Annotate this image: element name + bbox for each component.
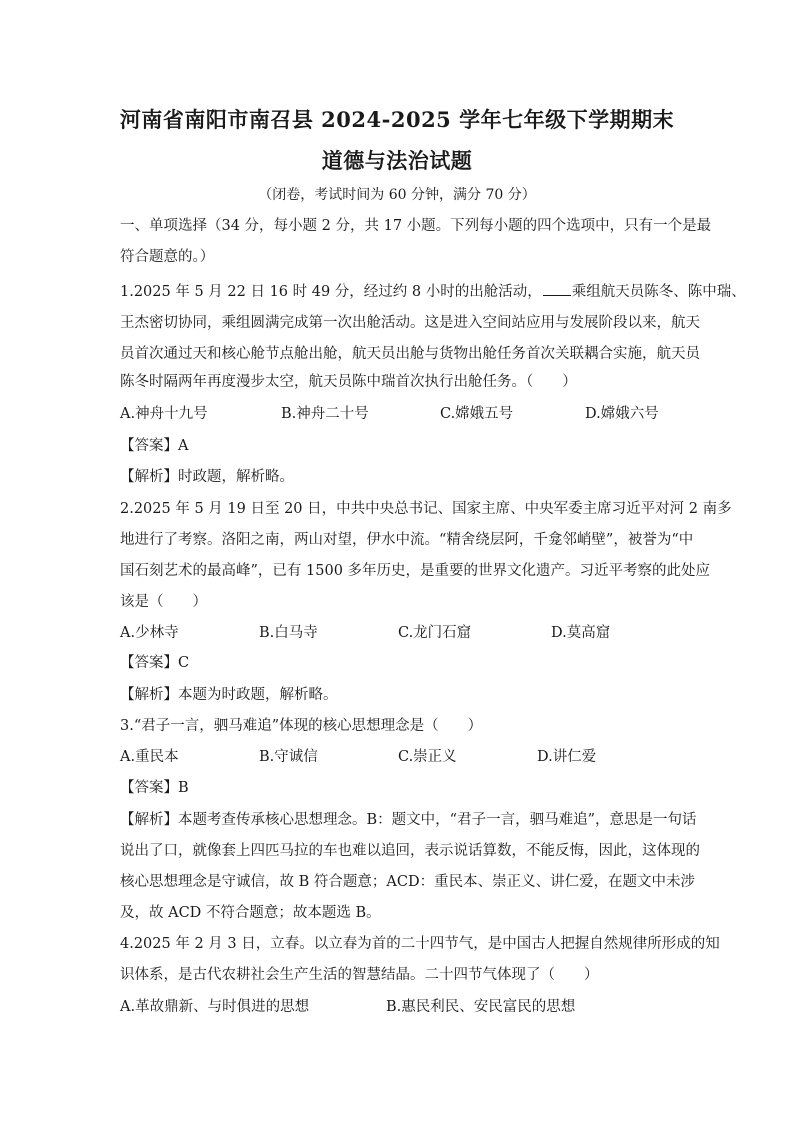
q2-line1: 2.2025 年 5 月 19 日至 20 日，中共中央总书记、国家主席、中央军委主席习近平对河 2 南多 xyxy=(120,501,732,517)
q3-analysis-line1: 【解析】本题考查传承核心思想理念。B：题文中，“君子一言，驷马难追”，意思是一句话 xyxy=(120,812,697,828)
q4-option-a: A.革故鼎新、与时俱进的思想 xyxy=(120,999,310,1015)
q3-line1: 3.“君子一言，驷马难追”体现的核心思想理念是（ ） xyxy=(120,718,483,734)
q3-option-a: A.重民本 xyxy=(120,749,179,765)
section-instruction-line2: 符合题意的。） xyxy=(120,249,215,265)
q2-analysis: 【解析】本题为时政题，解析略。 xyxy=(120,687,338,703)
q2-option-d: D.莫高窟 xyxy=(551,625,611,641)
q4-line1: 4.2025 年 2 月 3 日，立春。以立春为首的二十四节气，是中国古人把握自然规律所形成的知 xyxy=(120,936,720,952)
q4-option-b: B.惠民利民、安民富民的思想 xyxy=(386,999,576,1015)
q2-answer: 【答案】C xyxy=(120,655,190,671)
q1-line2: 王杰密切协同，乘组圆满完成第一次出舱活动。这是进入空间站应用与发展阶段以来，航天 xyxy=(120,315,700,331)
q3-option-c: C.崇正义 xyxy=(398,749,457,765)
q3-analysis-line4: 及，故 ACD 不符合题意；故本题选 B。 xyxy=(120,905,381,921)
q1-analysis: 【解析】时政题，解析略。 xyxy=(120,469,294,485)
q4-line2: 识体系，是古代农耕社会生产生活的智慧结晶。二十四节气体现了（ ） xyxy=(120,967,599,983)
q1-option-d: D.嫦娥六号 xyxy=(585,406,659,422)
q2-line3: 国石刻艺术的最高峰”，已有 1500 多年历史，是重要的世界文化遗产。习近平考察的此处应 xyxy=(120,563,711,579)
q1-option-b: B.神舟二十号 xyxy=(281,406,369,422)
q3-option-d: D.讲仁爱 xyxy=(537,749,597,765)
q3-answer: 【答案】B xyxy=(120,780,189,796)
q3-analysis-line3: 核心思想理念是守诚信，故 B 符合题意；ACD：重民本、崇正义、讲仁爱，在题文中未涉 xyxy=(120,874,696,890)
q2-option-c: C.龙门石窟 xyxy=(398,625,472,641)
q3-option-b: B.守诚信 xyxy=(259,749,318,765)
q1-answer: 【答案】A xyxy=(120,438,189,454)
q3-analysis-line2: 说出了口，就像套上四匹马拉的车也难以追回，表示说话算数，不能反悔，因此，这体现的 xyxy=(120,843,700,859)
q1-line1 xyxy=(120,281,746,302)
exam-subtitle: （闭卷，考试时间为 60 分钟，满分 70 分） xyxy=(258,187,536,203)
q1-option-a: A.神舟十九号 xyxy=(120,406,208,422)
q1-line1-before-blank: 1.2025 年 5 月 22 日 16 时 49 分，经过约 8 小时的出舱活动， xyxy=(120,284,542,300)
q1-line1-after-blank: 乘组航天员陈冬、陈中瑞、 xyxy=(571,284,746,300)
q1-line4: 陈冬时隔两年再度漫步太空，航天员陈中瑞首次执行出舱任务。（ ） xyxy=(120,374,577,390)
section-instruction-line1: 一、单项选择（34 分，每小题 2 分，共 17 小题。下列每小题的四个选项中，只有一个是最 xyxy=(120,218,712,234)
q2-option-b: B.白马寺 xyxy=(259,625,318,641)
q2-option-a: A.少林寺 xyxy=(120,625,179,641)
q1-option-c: C.嫦娥五号 xyxy=(440,406,514,422)
q1-answer-blank xyxy=(543,281,571,296)
exam-title-line1: 河南省南阳市南召县 2024-2025 学年七年级下学期期末 xyxy=(119,107,675,132)
q2-line4: 该是（ ） xyxy=(120,594,207,610)
q1-line3: 员首次通过天和核心舱节点舱出舱，航天员出舱与货物出舱任务首次关联耦合实施，航天员 xyxy=(120,346,700,362)
q2-line2: 地进行了考察。洛阳之南，两山对望，伊水中流。“精舍绕层阿，千龛邻峭壁”，被誉为“中 xyxy=(120,532,694,548)
exam-title-line2: 道德与法治试题 xyxy=(321,148,473,173)
